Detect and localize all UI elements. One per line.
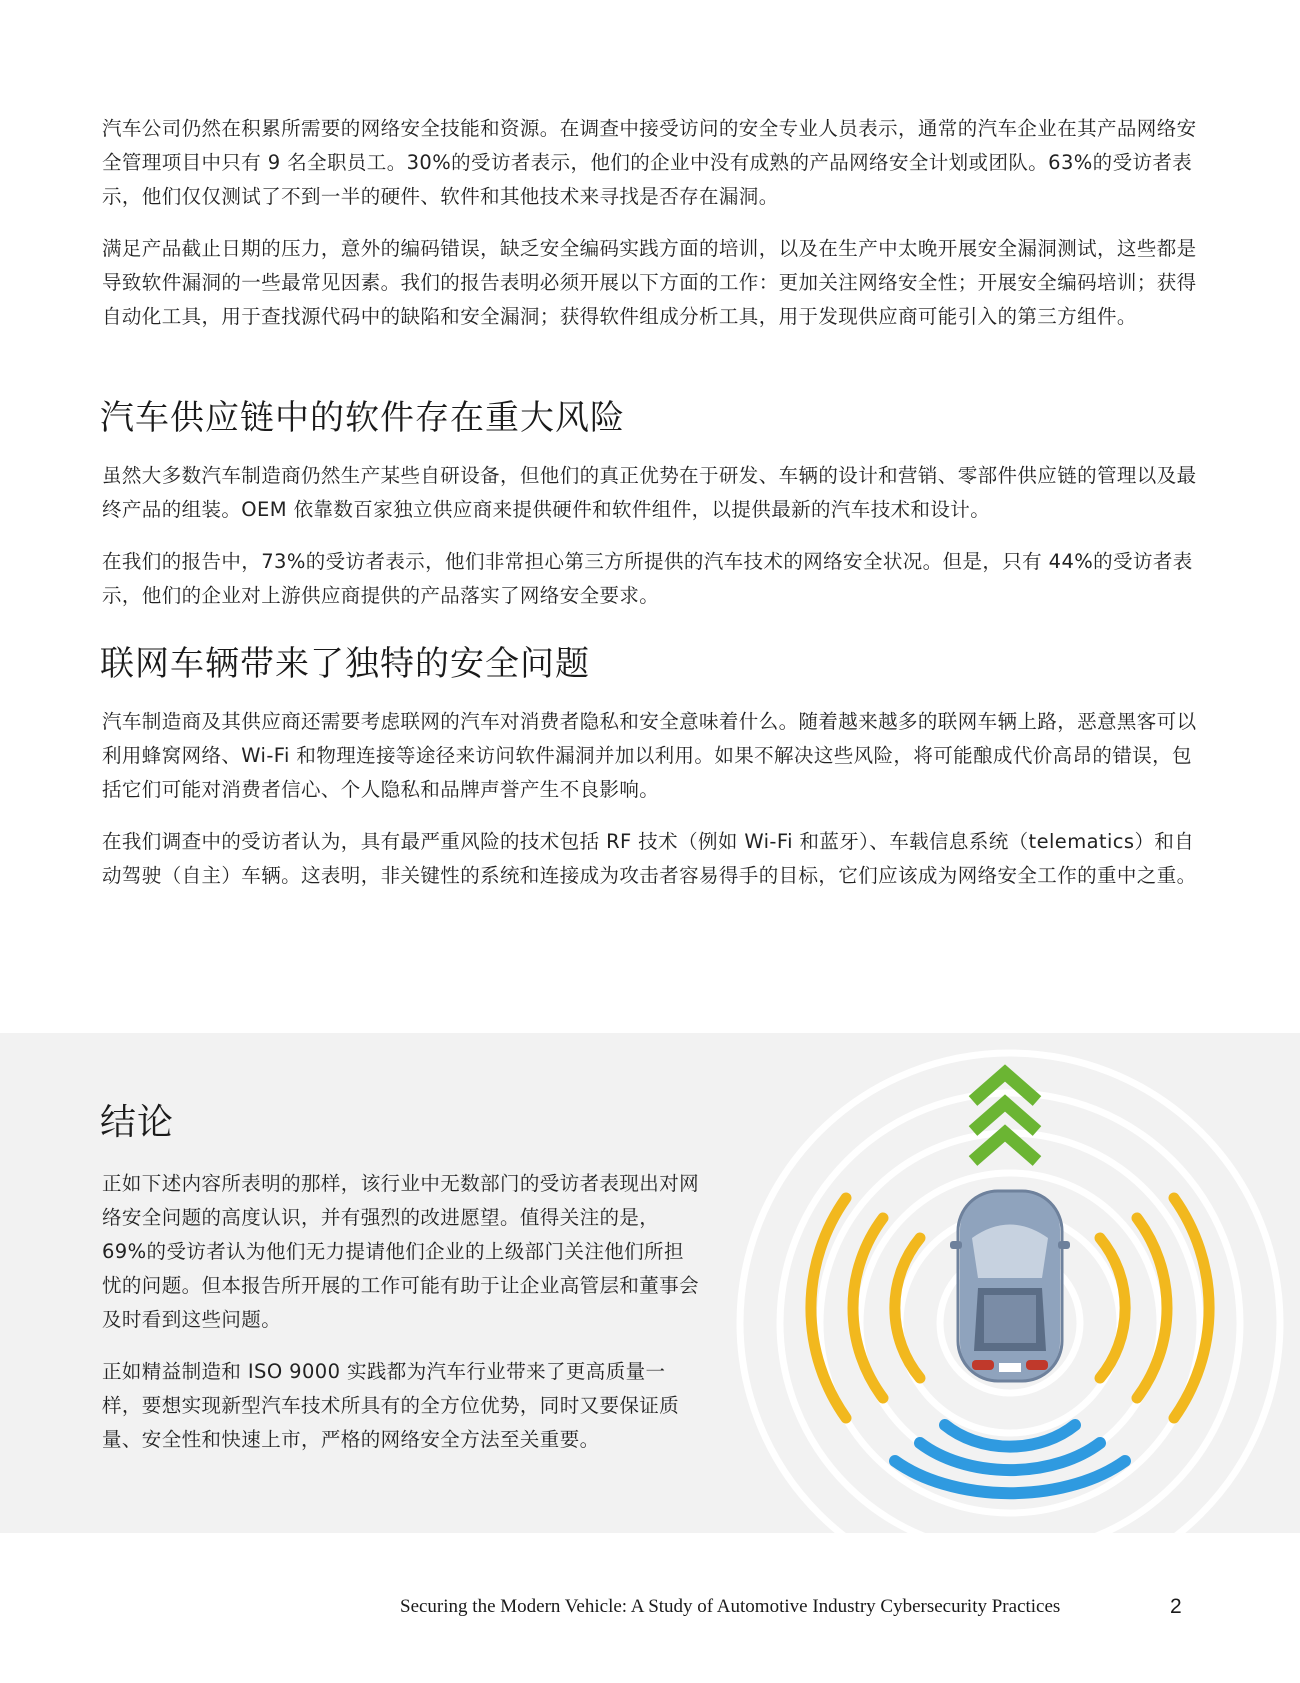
connected-vehicles-heading: 联网车辆带来了独特的安全问题 xyxy=(100,644,590,684)
conclusion-heading: 结论 xyxy=(100,1102,175,1143)
conclusion-section xyxy=(0,1033,1300,1533)
conclusion-paragraph-2: 正如精益制造和 ISO 9000 实践都为汽车行业带来了更高质量一样，要想实现新型汽车技术所具有的全方位优势，同时又要保证质量、安全性和快速上市，严格的网络安全方法至关重要。 xyxy=(102,1360,680,1451)
connected-vehicles-paragraph-2: 在我们调查中的受访者认为，具有最严重风险的技术包括 RF 技术（例如 Wi-Fi 和蓝牙）、车载信息系统（telematics）和自动驾驶（自主）车辆。这表明，非关键性的系统和连接成为攻击者容易得手的目标，它们应该成为网络安全工作的重中之重。 xyxy=(102,830,1197,887)
forward-arrows-icon xyxy=(973,1073,1037,1161)
connected-car-icon xyxy=(720,1033,1300,1533)
supply-chain-paragraph-2: 在我们的报告中，73%的受访者表示，他们非常担心第三方所提供的汽车技术的网络安全状况。但是，只有 44%的受访者表示，他们的企业对上游供应商提供的产品落实了网络安全要求。 xyxy=(102,550,1193,607)
footer-document-title: Securing the Modern Vehicle: A Study of Automotive Industry Cybersecurity Practices xyxy=(400,1596,1061,1617)
car-icon xyxy=(950,1191,1070,1381)
intro-paragraph-2: 满足产品截止日期的压力，意外的编码错误，缺乏安全编码实践方面的培训，以及在生产中太晚开展安全漏洞测试，这些都是导致软件漏洞的一些最常见因素。我们的报告表明必须开展以下方面的工作：更加关注网络安全性；开展安全编码培训；获得自动化工具，用于查找源代码中的缺陷和安全漏洞；获得软件组成分析工具，用于发现供应商可能引入的第三方组件。 xyxy=(102,237,1197,328)
intro-paragraph-1: 汽车公司仍然在积累所需要的网络安全技能和资源。在调查中接受访问的安全专业人员表示，通常的汽车企业在其产品网络安全管理项目中只有 9 名全职员工。30%的受访者表示，他们的企业中没有成熟的产品网络安全计划或团队。63%的受访者表示，他们仅仅测试了不到一半的硬件、软件和其他技术来寻找是否存在漏洞。 xyxy=(102,117,1197,208)
conclusion-paragraph-1: 正如下述内容所表明的那样，该行业中无数部门的受访者表现出对网络安全问题的高度认识，并有强烈的改进愿望。值得关注的是，69%的受访者认为他们无力提请他们企业的上级部门关注他们所担忧的问题。但本报告所开展的工作可能有助于让企业高管层和董事会及时看到这些问题。 xyxy=(102,1172,700,1331)
connected-vehicles-paragraph-1: 汽车制造商及其供应商还需要考虑联网的汽车对消费者隐私和安全意味着什么。随着越来越多的联网车辆上路，恶意黑客可以利用蜂窝网络、Wi-Fi 和物理连接等途径来访问软件漏洞并加以利用。如果不解决这些风险，将可能酿成代价高昂的错误，包括它们可能对消费者信心、个人隐私和品牌声誉产生不良影响。 xyxy=(102,710,1197,801)
supply-chain-heading: 汽车供应链中的软件存在重大风险 xyxy=(100,398,625,438)
supply-chain-paragraph-1: 虽然大多数汽车制造商仍然生产某些自研设备，但他们的真正优势在于研发、车辆的设计和营销、零部件供应链的管理以及最终产品的组装。OEM 依靠数百家独立供应商来提供硬件和软件组件，以提供最新的汽车技术和设计。 xyxy=(102,464,1197,521)
page-number: 2 xyxy=(1170,1595,1182,1618)
